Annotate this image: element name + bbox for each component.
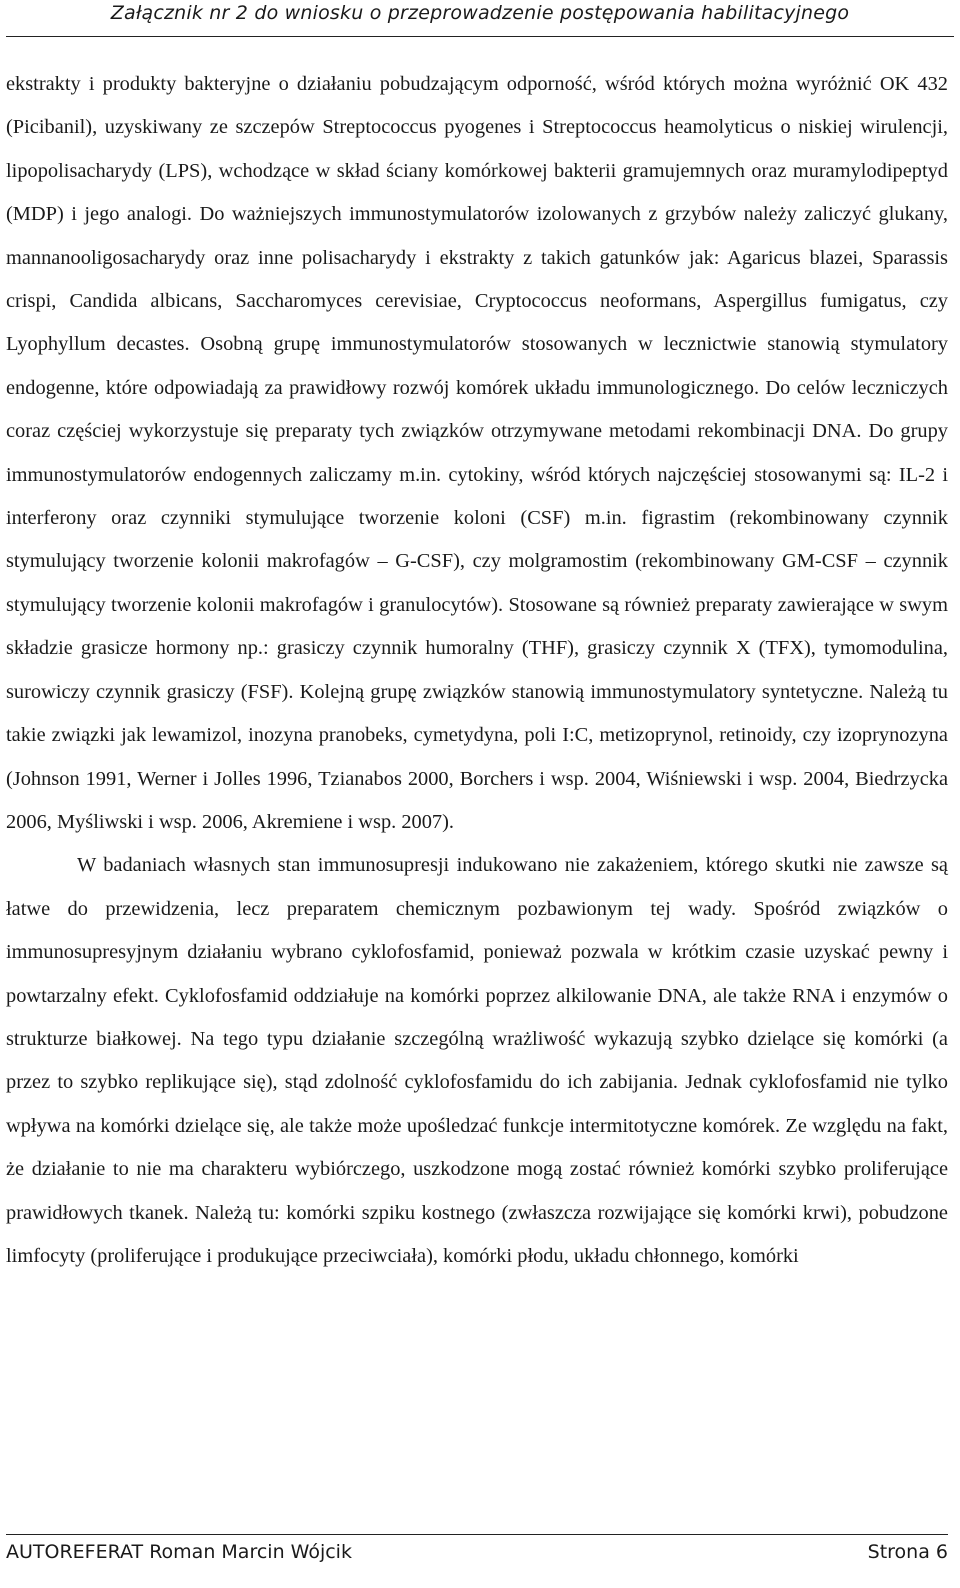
paragraph: ekstrakty i produkty bakteryjne o działaniu pobudzającym odporność, wśród których można wyróżnić OK 432 (Picibanil), uzyskiwany ze szczepów Streptococcus pyogenes i Streptococcus heamolyticus o niskiej wirulencji, lipopolisacharydy (LPS), wchodzące w skład ściany komórkowej bakterii gramujemnych oraz muramylodipeptyd (MDP) i jego analogi. Do ważniejszych immunostymulatorów izolowanych z grzybów należy zaliczyć glukany, mannanooligosacharydy oraz inne polisacharydy i ekstrakty z takich gatunków jak: Agaricus blazei, Sparassis crispi, Candida albicans, Saccharomyces cerevisiae, Cryptococcus neoformans, Aspergillus fumigatus, czy Lyophyllum decastes. Osobną grupę immunostymulatorów stosowanych w lecznictwie stanowią stymulatory endogenne, które odpowiadają za prawidłowy rozwój komórek układu immunologicznego. Do celów leczniczych coraz częściej wykorzystuje się preparaty tych związków otrzymywane metodami rekombinacji DNA. Do grupy immunostymulatorów endogennych zaliczamy m.in. cytokiny, wśród których najczęściej stosowanymi są: IL-2 i interferony oraz czynniki stymulujące tworzenie koloni (CSF) m.in. figrastim (rekombinowany czynnik stymulujący tworzenie kolonii makrofagów – G-CSF), czy molgramostim (rekombinowany GM-CSF – czynnik stymulujący tworzenie kolonii makrofagów i granulocytów). Stosowane są również preparaty zawierające w swym składzie grasicze hormony np.: grasiczy czynnik humoralny (THF), grasiczy czynnik X (TFX), tymomodulina, surowiczy czynnik grasiczy (FSF). Kolejną grupę związków stanowią immunostymulatory syntetyczne. Należą tu takie związki jak lewamizol, inozyna pranobeks, cymetydyna, poli I:C, metizoprynol, retinoidy, czy izoprynozyna (Johnson 1991, Werner i Jolles 1996, Tzianabos 2000, Borchers i wsp. 2004, Wiśniewski i wsp. 2004, Biedrzycka 2006, Myśliwski i wsp. 2006, Akremiene i wsp. 2007).	[6, 73, 948, 833]
page-footer	[6, 1534, 948, 1584]
footer-author: AUTOREFERAT Roman Marcin Wójcik	[6, 1541, 352, 1563]
body-text	[6, 63, 948, 1278]
header-title: Załącznik nr 2 do wniosku o przeprowadzenie postępowania habilitacyjnego	[110, 2, 850, 24]
paragraph: W badaniach własnych stan immunosupresji indukowano nie zakażeniem, którego skutki nie zawsze są łatwe do przewidzenia, lecz preparatem chemicznym pozbawionym tej wady. Spośród związków o immunosupresyjnym działaniu wybrano cyklofosfamid, ponieważ pozwala w krótkim czasie uzyskać pewny i powtarzalny efekt. Cyklofosfamid oddziałuje na komórki poprzez alkilowanie DNA, ale także RNA i enzymów o strukturze białkowej. Na tego typu działanie szczególną wrażliwość wykazują szybko dzielące się komórki (a przez to szybko replikujące się), stąd zdolność cyklofosfamidu do ich zabijania. Jednak cyklofosfamid nie tylko wpływa na komórki dzielące się, ale także może upośledzać funkcje intermitotyczne komórek. Ze względu na fakt, że działanie to nie ma charakteru wybiórczego, uszkodzone mogą zostać również komórki szybko proliferujące prawidłowych tkanek. Należą tu: komórki szpiku kostnego (zwłaszcza rozwijające się komórki krwi), pobudzone limfocyty (proliferujące i produkujące przeciwciała), komórki płodu, układu chłonnego, komórki	[6, 854, 948, 1267]
page-header	[0, 0, 960, 50]
header-divider	[6, 36, 954, 37]
page-number: Strona 6	[867, 1541, 948, 1563]
